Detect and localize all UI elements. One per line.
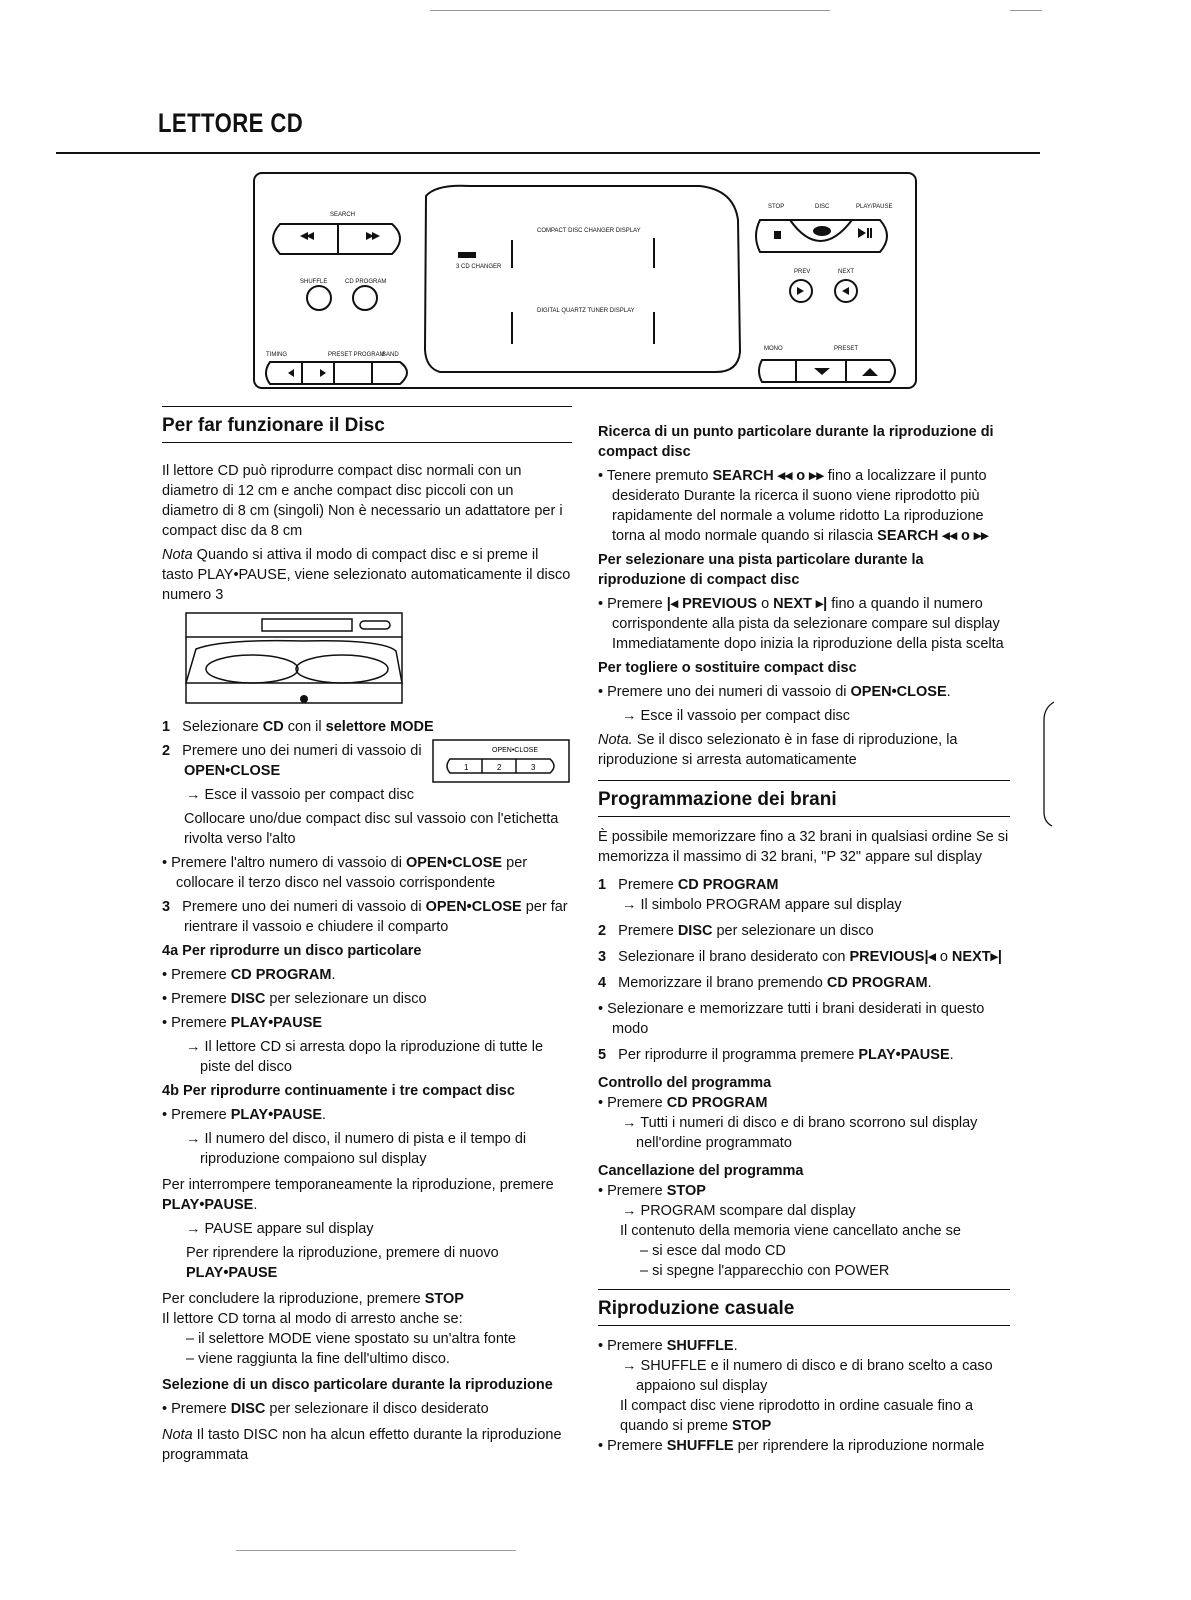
track-bullet-c: o — [757, 596, 774, 612]
note-2-label: Nota — [162, 1427, 193, 1443]
random-bullet-2-c: per riprendere la riproduzione normale — [733, 1438, 985, 1454]
4b-bullet-1-a: • Premere — [162, 1107, 231, 1123]
bullet-third-disc-a: • Premere l'altro numero di vassoio di — [162, 855, 406, 871]
bullet-third-disc-b: OPEN•CLOSE — [405, 855, 503, 871]
section-title-programming: Programmazione dei brani — [598, 788, 1010, 817]
pause-paragraph-a: Per interrompere temporaneamente la riproduzione, premere — [162, 1177, 554, 1193]
prog-step-4 — [598, 973, 1010, 993]
stop-condition-1: – il selettore MODE viene spostato su un'altra fonte — [186, 1331, 516, 1347]
intro-paragraph: Il lettore CD può riprodurre compact disc normali con un diametro di 12 cm e anche compact disc piccoli con un diametro di 8 cm (singoli) Non è necessario un adattatore per i compact disc da 8 cm — [162, 463, 563, 539]
prog-step-2-number: 2 — [598, 923, 607, 939]
prog-step-1-number: 1 — [598, 877, 607, 893]
disc-tray-illustration — [182, 609, 422, 709]
track-bullet — [598, 594, 1010, 654]
prog-bullet: • Selezionare e memorizzare tutti i brani desiderati in questo modo — [598, 1001, 985, 1037]
note-3-label: Nota. — [598, 732, 633, 748]
prog-step-3-c: o — [935, 949, 952, 965]
resume-paragraph — [162, 1243, 572, 1283]
step-2-number: 2 — [162, 743, 171, 759]
4a-bullet-1-a: • Premere — [162, 967, 231, 983]
prog-step-5-b: PLAY•PAUSE — [858, 1047, 950, 1063]
step-3-text-b: OPEN•CLOSE — [425, 899, 522, 915]
program-cancel-condition-1: – si esce dal modo CD — [640, 1243, 786, 1259]
4a-bullet-3 — [162, 1013, 572, 1033]
remove-bullet-b: OPEN•CLOSE — [850, 684, 947, 700]
search-bullet-c: fino a localizzare il punto desiderato Durante la ricerca il suono viene riprodotto più rapidamente del normale a volume ridotto La riproduzione torna al modo normale quando si rilascia — [612, 468, 987, 544]
remove-arrow: → Esce il vassoio per compact disc — [622, 708, 851, 724]
cd-program-label: CD PROGRAM — [345, 279, 387, 285]
band-label: BAND — [382, 352, 399, 358]
preset-label: PRESET — [834, 346, 859, 352]
random-arrow: → SHUFFLE e il numero di disco e di brano scelto a caso appaiono sul display — [622, 1358, 993, 1394]
search-heading: Ricerca di un punto particolare durante la riproduzione di compact disc — [598, 424, 994, 460]
4b-arrow: → Il numero del disco, il numero di pista e il tempo di riproduzione compaiono sul display — [186, 1131, 527, 1167]
tray-3-label: 3 — [531, 763, 536, 772]
prog-step-5-a: Per riprodurre il programma premere — [618, 1047, 859, 1063]
random-bullet-2-a: • Premere — [598, 1438, 667, 1454]
step-3-text-a: Premere uno dei numeri di vassoio di — [182, 899, 426, 915]
search-label: SEARCH — [330, 212, 356, 218]
step-1-text-a: Selezionare — [182, 719, 263, 735]
random-bullet-1-c: . — [733, 1338, 738, 1354]
stop-paragraph-b: STOP — [424, 1291, 464, 1307]
step-3-text-c: per far rientrare il vassoio e chiudere il comparto — [184, 899, 568, 935]
resume-paragraph-b: PLAY•PAUSE — [186, 1265, 278, 1281]
timing-label: TIMING — [266, 352, 287, 358]
step-1-text-b: CD — [262, 719, 284, 735]
next-label: NEXT — [838, 269, 855, 275]
display-title-label: COMPACT DISC CHANGER DISPLAY — [537, 228, 641, 234]
prog-step-4-number: 4 — [598, 975, 607, 991]
random-paragraph-b: STOP — [732, 1418, 772, 1434]
program-check-arrow: → Tutti i numeri di disco e di brano scorrono sul display nell'ordine programmato — [622, 1115, 978, 1151]
tuner-display-label: DIGITAL QUARTZ TUNER DISPLAY — [537, 308, 635, 314]
bullet-third-disc — [162, 853, 572, 893]
step-2 — [162, 741, 429, 781]
prog-step-2-b: DISC — [677, 923, 713, 939]
random-bullet-2 — [598, 1436, 1010, 1456]
step-1-number: 1 — [162, 719, 171, 735]
prog-step-3-b: PREVIOUS|◂ — [849, 949, 936, 965]
prog-step-3-number: 3 — [598, 949, 607, 965]
program-cancel-bullet — [598, 1181, 1010, 1201]
note-2-text: Il tasto DISC non ha alcun effetto durante la riproduzione programmata — [162, 1427, 562, 1463]
search-bullet — [598, 466, 1010, 546]
play-pause-label: PLAY/PAUSE — [856, 204, 893, 210]
program-cancel-heading: Cancellazione del programma — [598, 1163, 804, 1179]
program-cancel-bullet-a: • Premere — [598, 1183, 667, 1199]
search-bullet-a: • Tenere premuto — [598, 468, 713, 484]
program-cancel-bullet-b: STOP — [666, 1183, 706, 1199]
remove-heading: Per togliere o sostituire compact disc — [598, 660, 857, 676]
4a-bullet-3-b: PLAY•PAUSE — [230, 1015, 323, 1031]
step-2-arrow: → Esce il vassoio per compact disc — [186, 787, 415, 803]
track-bullet-d: NEXT ▸| — [773, 596, 828, 612]
random-paragraph — [598, 1396, 1010, 1436]
4b-bullet-1 — [162, 1105, 572, 1125]
note-text: Quando si attiva il modo di compact disc e si preme il tasto PLAY•PAUSE, viene selezionato automaticamente il disco numero 3 — [162, 547, 571, 603]
scan-line-bottom — [236, 1550, 516, 1551]
open-close-label: OPEN•CLOSE — [492, 747, 539, 754]
4a-arrow: → Il lettore CD si arresta dopo la riproduzione di tutte le piste del disco — [186, 1039, 544, 1075]
prog-step-3-a: Selezionare il brano desiderato con — [618, 949, 850, 965]
step-1 — [162, 717, 572, 737]
step-1-text-d: selettore MODE — [325, 719, 434, 735]
step-3 — [162, 897, 572, 937]
4b-bullet-1-c: . — [322, 1107, 327, 1123]
prog-step-5-c: . — [949, 1047, 954, 1063]
step-2-text-a: Premere uno dei numeri di vassoio di — [182, 743, 422, 759]
preset-program-label: PRESET PROGRAM — [328, 352, 385, 358]
step-3-number: 3 — [162, 899, 171, 915]
prog-step-3-d: NEXT▸| — [951, 949, 1002, 965]
select-disc-bullet-b: DISC — [230, 1401, 266, 1417]
stop-label: STOP — [768, 204, 785, 210]
4b-bullet-1-b: PLAY•PAUSE — [230, 1107, 323, 1123]
4a-bullet-1-c: . — [331, 967, 336, 983]
4a-bullet-1-b: CD PROGRAM — [230, 967, 332, 983]
remove-bullet-c: . — [946, 684, 951, 700]
prog-step-1-a: Premere — [618, 877, 678, 893]
program-cancel-condition-2: – si spegne l'apparecchio con POWER — [640, 1263, 890, 1279]
remove-bullet — [598, 682, 1010, 702]
note-3-text: Se il disco selezionato è in fase di riproduzione, la riproduzione si arresta automaticamente — [598, 732, 958, 768]
program-check-bullet-b: CD PROGRAM — [666, 1095, 768, 1111]
program-check-bullet-a: • Premere — [598, 1095, 667, 1111]
random-paragraph-a: Il compact disc viene riprodotto in ordine casuale fino a quando si preme — [620, 1398, 974, 1434]
pause-paragraph-c: . — [253, 1197, 258, 1213]
prog-step-2-a: Premere — [618, 923, 678, 939]
4a-bullet-3-a: • Premere — [162, 1015, 231, 1031]
select-disc-heading: Selezione di un disco particolare durante la riproduzione — [162, 1377, 553, 1393]
search-bullet-b: SEARCH ◂◂ o ▸▸ — [712, 468, 824, 484]
select-disc-bullet — [162, 1399, 572, 1419]
track-bullet-b: |◂ PREVIOUS — [666, 596, 758, 612]
subheading-4b: 4b Per riprodurre continuamente i tre compact disc — [162, 1083, 515, 1099]
bullet-third-disc-c: per collocare il terzo disco nel vassoio corrispondente — [176, 855, 528, 891]
left-column — [162, 414, 572, 1469]
random-bullet-2-b: SHUFFLE — [666, 1438, 734, 1454]
program-check-heading: Controllo del programma — [598, 1075, 772, 1091]
cd-changer-label: 3 CD CHANGER — [456, 264, 502, 270]
margin-bracket — [1040, 700, 1060, 840]
program-check-bullet — [598, 1093, 1010, 1113]
tray-1-label: 1 — [464, 763, 469, 772]
remove-bullet-a: • Premere uno dei numeri di vassoio di — [598, 684, 851, 700]
note-label: Nota — [162, 547, 193, 563]
select-disc-bullet-c: per selezionare il disco desiderato — [265, 1401, 489, 1417]
stop-condition-intro: Il lettore CD torna al modo di arresto anche se: — [162, 1311, 463, 1327]
prog-step-5 — [598, 1045, 1010, 1065]
prog-step-1 — [598, 875, 1010, 895]
note-paragraph — [162, 545, 572, 605]
step-1-text-c: con il — [283, 719, 326, 735]
prog-step-1-b: CD PROGRAM — [677, 877, 779, 893]
device-front-panel-illustration — [0, 0, 1191, 400]
4a-bullet-2-a: • Premere — [162, 991, 231, 1007]
program-cancel-arrow: → PROGRAM scompare dal display — [622, 1203, 856, 1219]
page-title: LETTORE CD — [158, 108, 304, 138]
shuffle-label: SHUFFLE — [300, 279, 328, 285]
pause-paragraph — [162, 1175, 572, 1215]
step-2-text-b: OPEN•CLOSE — [184, 763, 281, 779]
open-close-buttons-illustration — [432, 739, 572, 785]
step-2-block — [162, 741, 572, 781]
tray-2-label: 2 — [497, 763, 502, 772]
random-bullet-1 — [598, 1336, 1010, 1356]
right-column — [598, 422, 1010, 1460]
search-bullet-d: SEARCH ◂◂ o ▸▸ — [877, 528, 989, 544]
stop-paragraph-a: Per concludere la riproduzione, premere — [162, 1291, 425, 1307]
pause-paragraph-b: PLAY•PAUSE — [162, 1197, 254, 1213]
prog-step-2 — [598, 921, 1010, 941]
prog-step-4-c: . — [927, 975, 932, 991]
random-bullet-1-a: • Premere — [598, 1338, 667, 1354]
programming-intro: È possibile memorizzare fino a 32 brani in qualsiasi ordine Se si memorizza il massimo di 32 brani, "P 32" appare sul display — [598, 829, 1009, 865]
resume-paragraph-a: Per riprendere la riproduzione, premere di nuovo — [186, 1245, 499, 1261]
track-bullet-a: • Premere — [598, 596, 667, 612]
prog-step-2-c: per selezionare un disco — [712, 923, 874, 939]
prev-label: PREV — [794, 269, 811, 275]
stop-paragraph — [162, 1289, 572, 1309]
program-cancel-text: Il contenuto della memoria viene cancellato anche se — [620, 1223, 961, 1239]
step-2-continuation: Collocare uno/due compact disc sul vassoio con l'etichetta rivolta verso l'alto — [184, 811, 559, 847]
section-title-operate-disc: Per far funzionare il Disc — [162, 414, 572, 443]
track-heading: Per selezionare una pista particolare durante la riproduzione di compact disc — [598, 552, 924, 588]
track-bullet-e: fino a quando il numero corrispondente alla pista da selezionare compare sul display Immediatamente dopo inizia la riproduzione della pista scelta — [612, 596, 1004, 652]
4a-bullet-1 — [162, 965, 572, 985]
prog-step-1-arrow: → Il simbolo PROGRAM appare sul display — [622, 897, 902, 913]
prog-step-4-a: Memorizzare il brano premendo — [618, 975, 827, 991]
select-disc-bullet-a: • Premere — [162, 1401, 231, 1417]
random-bullet-1-b: SHUFFLE — [666, 1338, 734, 1354]
prog-step-3 — [598, 947, 1010, 967]
mono-label: MONO — [764, 346, 783, 352]
4a-bullet-2-b: DISC — [230, 991, 266, 1007]
disc-label: DISC — [815, 204, 830, 210]
stop-condition-2: – viene raggiunta la fine dell'ultimo disco. — [186, 1351, 450, 1367]
prog-step-4-b: CD PROGRAM — [826, 975, 928, 991]
section-title-random: Riproduzione casuale — [598, 1297, 1010, 1326]
note-3-paragraph — [598, 730, 1010, 770]
subheading-4a: 4a Per riprodurre un disco particolare — [162, 943, 422, 959]
4a-bullet-2 — [162, 989, 572, 1009]
4a-bullet-2-c: per selezionare un disco — [265, 991, 427, 1007]
note-2-paragraph — [162, 1425, 572, 1465]
pause-arrow: → PAUSE appare sul display — [186, 1221, 374, 1237]
prog-step-5-number: 5 — [598, 1047, 607, 1063]
